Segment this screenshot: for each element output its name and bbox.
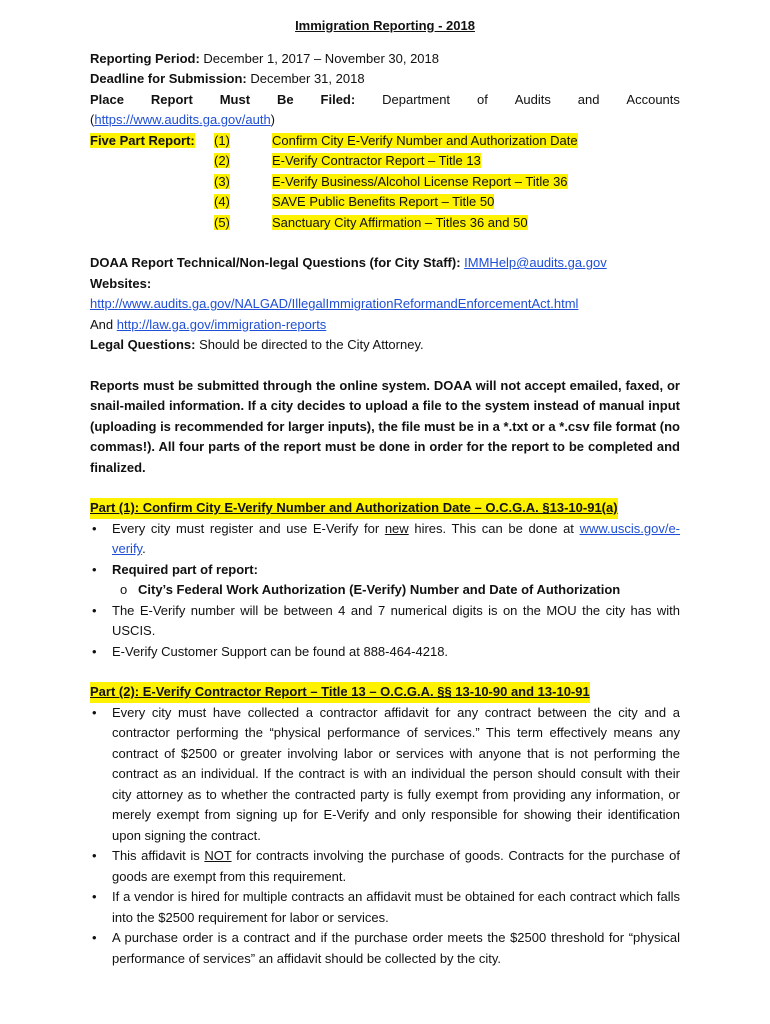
place-link-line: [90, 110, 680, 131]
bullet-text: This affidavit is: [112, 848, 205, 863]
websites-line: [90, 274, 680, 295]
bullet-text: Every city must register and use E-Verify for: [112, 520, 385, 536]
page-title: Immigration Reporting - 2018: [295, 18, 475, 33]
underlined-text: new: [384, 520, 409, 536]
paren-open: (: [90, 112, 95, 127]
and-text: And: [90, 316, 114, 332]
legal-questions-label: Legal Questions:: [90, 337, 196, 352]
audits-auth-link[interactable]: https://www.audits.ga.gov/auth: [94, 112, 271, 127]
place-word: Department: [382, 91, 451, 107]
part2-title: Part (2): E-Verify Contractor Report – Title 13 – O.C.G.A. §§ 13-10-90 and 13-10-91: [90, 682, 590, 703]
submission-notice: Reports must be submitted through the online system. DOAA will not accept emailed, faxed, or snail-mailed information. If a city decides to upload a file to the system instead of manual input (uploading is recommended for larger inputs), the file must be in a *.txt or a *.csv file format (no commas!). All four parts of the report must be done in order for the report to be completed and finalized.: [90, 377, 680, 475]
list-item: [90, 846, 680, 887]
five-part-row-5: [90, 213, 680, 234]
part1-list: [90, 519, 680, 581]
list-item: [90, 560, 680, 581]
website-2-line: [90, 315, 680, 336]
part-text: Sanctuary City Affirmation – Titles 36 and 50: [272, 214, 528, 230]
part-text: E-Verify Contractor Report – Title 13: [272, 153, 481, 168]
part-number: (3): [214, 173, 230, 189]
list-item: [90, 519, 680, 560]
list-item: • A purchase order is a contract and if the purchase order meets the $2500 threshold for “physical performance of services” an affidavit should be collected by the city.: [90, 928, 680, 969]
reporting-period-value: December 1, 2017 – November 30, 2018: [203, 50, 439, 66]
place-word: Be: [276, 91, 294, 107]
doaa-email-link[interactable]: IMMHelp@audits.ga.gov: [464, 255, 607, 270]
part-text: E-Verify Business/Alcohol License Report – Title 36: [272, 173, 568, 189]
part-number: (1): [214, 132, 230, 148]
part-text: SAVE Public Benefits Report – Title 50: [272, 194, 495, 209]
five-part-row-1: [90, 131, 680, 152]
deadline-value: December 31, 2018: [250, 71, 365, 86]
list-item: • E-Verify Customer Support can be found at 888-464-4218.: [90, 642, 680, 663]
bullet-text: for contracts involving the purchase of goods. Contracts for the purchase of goods are exempt from this requirement.: [112, 848, 680, 884]
part-number: (5): [214, 214, 230, 230]
document-page: [90, 16, 680, 969]
part1-list-continued: [90, 601, 680, 663]
list-item: • The E-Verify number will be between 4 and 7 numerical digits is on the MOU the city has with USCIS.: [90, 601, 680, 642]
part1-title: Part (1): Confirm City E-Verify Number and Authorization Date – O.C.G.A. §13-10-91(a): [90, 498, 618, 519]
part2-list: [90, 703, 680, 970]
part2-section: [90, 682, 680, 969]
list-item: • Every city must have collected a contractor affidavit for any contract between the city and a contractor performing the “physical performance of services.” This term effectively means any contract of $2500 or greater involving labor or services with anyone that is not performing the contract as an individual. If the contract is with an individual the person should consult with their city attorney as to whether the contracted party is fully exempt from providing any information, or merely exempt from signing up for E-Verify and only responsible for showing their identification upon signing the contract.: [90, 703, 680, 847]
part-number: (4): [214, 194, 230, 209]
websites-label: Websites:: [90, 275, 152, 291]
paren-close: ): [270, 112, 276, 127]
website-2-link[interactable]: http://law.ga.gov/immigration-reports: [116, 316, 327, 332]
place-word: Place: [90, 91, 124, 107]
reporting-period-label: Reporting Period:: [90, 50, 200, 66]
five-part-row-2: [90, 151, 680, 172]
list-item: • If a vendor is hired for multiple contracts an affidavit must be obtained for each contract which falls into the $2500 requirement for labor or services.: [90, 887, 680, 928]
doaa-contact: [90, 253, 680, 274]
website-1-line: [90, 294, 680, 315]
place-word: Filed:: [320, 91, 356, 107]
place-word: and: [577, 91, 600, 107]
legal-questions: [90, 335, 680, 356]
place-word: Must: [219, 91, 251, 107]
bullet-text: Required part of report:: [112, 561, 258, 577]
five-part-label: Five Part Report:: [90, 132, 195, 148]
deadline: [90, 69, 680, 90]
legal-questions-text: Should be directed to the City Attorney.: [199, 337, 424, 352]
five-part-row-4: [90, 192, 680, 213]
deadline-label: Deadline for Submission:: [90, 71, 247, 86]
uscis-everify-link[interactable]: www.uscis.gov/e-verify: [112, 520, 680, 556]
sub-list-item: o City’s Federal Work Authorization (E-Verify) Number and Date of Authorization: [90, 580, 680, 601]
reporting-period: [90, 49, 680, 70]
place-word: Report: [150, 91, 193, 107]
part1-section: [90, 498, 680, 662]
part-number: (2): [214, 153, 230, 168]
bullet-text: hires. This can be done at: [408, 520, 580, 536]
bullet-text: .: [142, 541, 146, 556]
website-1-link[interactable]: http://www.audits.ga.gov/NALGAD/IllegalImmigrationReformandEnforcementAct.html: [90, 296, 579, 311]
place-word: Audits: [514, 91, 551, 107]
place-report-line: [90, 90, 680, 111]
underlined-text: NOT: [204, 848, 232, 863]
part-text: Confirm City E-Verify Number and Authorization Date: [272, 132, 578, 148]
place-word: of: [476, 91, 488, 107]
place-word: Accounts: [626, 91, 680, 107]
doaa-contact-label: DOAA Report Technical/Non-legal Questions (for City Staff):: [90, 255, 461, 270]
five-part-row-3: [90, 172, 680, 193]
